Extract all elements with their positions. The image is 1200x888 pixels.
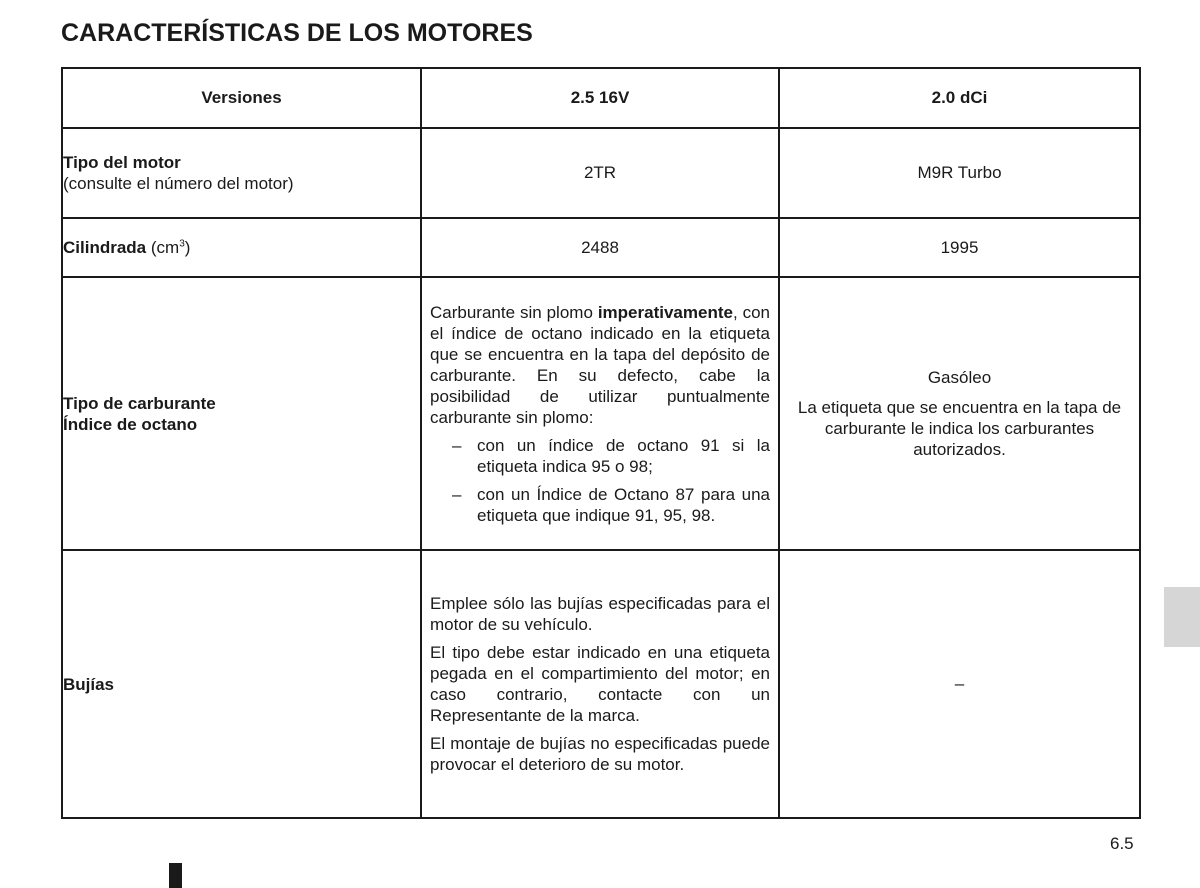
table-row-bujias xyxy=(62,550,1140,818)
bujias-para-3: El montaje de bujías no especificadas puede provocar el deterioro de su motor. xyxy=(430,734,770,774)
page-title: CARACTERÍSTICAS DE LOS MOTORES xyxy=(61,19,533,47)
row-label-cilindrada xyxy=(62,218,421,277)
value-cilindrada-25: 2488 xyxy=(421,218,779,277)
value-tipo-motor-25: 2TR xyxy=(421,128,779,218)
chapter-tab xyxy=(1164,587,1200,647)
carburante-gasoleo-note: La etiqueta que se encuentra en la tapa de carburante le indica los carburantes autorizados. xyxy=(797,398,1122,459)
crop-mark xyxy=(169,863,182,888)
header-version-25-16v: 2.5 16V xyxy=(421,68,779,128)
value-carburante-20 xyxy=(779,277,1140,550)
row-label-bujias: Bujías xyxy=(62,550,421,818)
header-versiones: Versiones xyxy=(62,68,421,128)
label-tipo-motor: Tipo del motor xyxy=(63,153,181,172)
label-tipo-carburante: Tipo de carburante xyxy=(63,393,216,413)
value-bujias-25 xyxy=(421,550,779,818)
label-tipo-motor-note: (consulte el número del motor) xyxy=(63,174,294,193)
label-indice-octano: Índice de octano xyxy=(63,414,198,434)
bujias-para-1: Emplee sólo las bujías especificadas para el motor de su vehículo. xyxy=(430,594,770,634)
value-tipo-motor-20: M9R Turbo xyxy=(779,128,1140,218)
carburante-gasoleo: Gasóleo xyxy=(927,368,992,387)
header-version-20-dci: 2.0 dCi xyxy=(779,68,1140,128)
carburante-intro: Carburante sin plomo imperativamente, con el índice de octano indicado en la etiqueta que se encuentra en la tapa del depósito de carburante. En su defecto, cabe la posibilidad de utilizar puntualmente carburante sin plomo: xyxy=(430,302,770,427)
table-row-carburante xyxy=(62,277,1140,550)
page-number: 6.5 xyxy=(1110,834,1134,853)
row-label-carburante xyxy=(62,277,421,550)
carburante-option-87: – con un Índice de Octano 87 para una etiqueta que indique 91, 95, 98. xyxy=(452,484,770,525)
value-bujias-20: – xyxy=(779,550,1140,818)
row-label-tipo-motor xyxy=(62,128,421,218)
table-row-cilindrada xyxy=(62,218,1140,277)
table-row-tipo-motor xyxy=(62,128,1140,218)
value-cilindrada-20: 1995 xyxy=(779,218,1140,277)
engine-spec-table xyxy=(61,67,1141,819)
table-header-row xyxy=(62,68,1140,128)
label-cilindrada-unit: $(cm^3)$ xyxy=(150,238,191,257)
carburante-option-91: – con un índice de octano 91 si la etiqueta indica 95 o 98; xyxy=(452,435,770,476)
value-carburante-25 xyxy=(421,277,779,550)
bujias-para-2: El tipo debe estar indicado en una etiqueta pegada en el compartimiento del motor; en caso contrario, contacte con un Representante de la marca. xyxy=(430,643,770,725)
label-cilindrada: Cilindrada xyxy=(63,238,147,257)
